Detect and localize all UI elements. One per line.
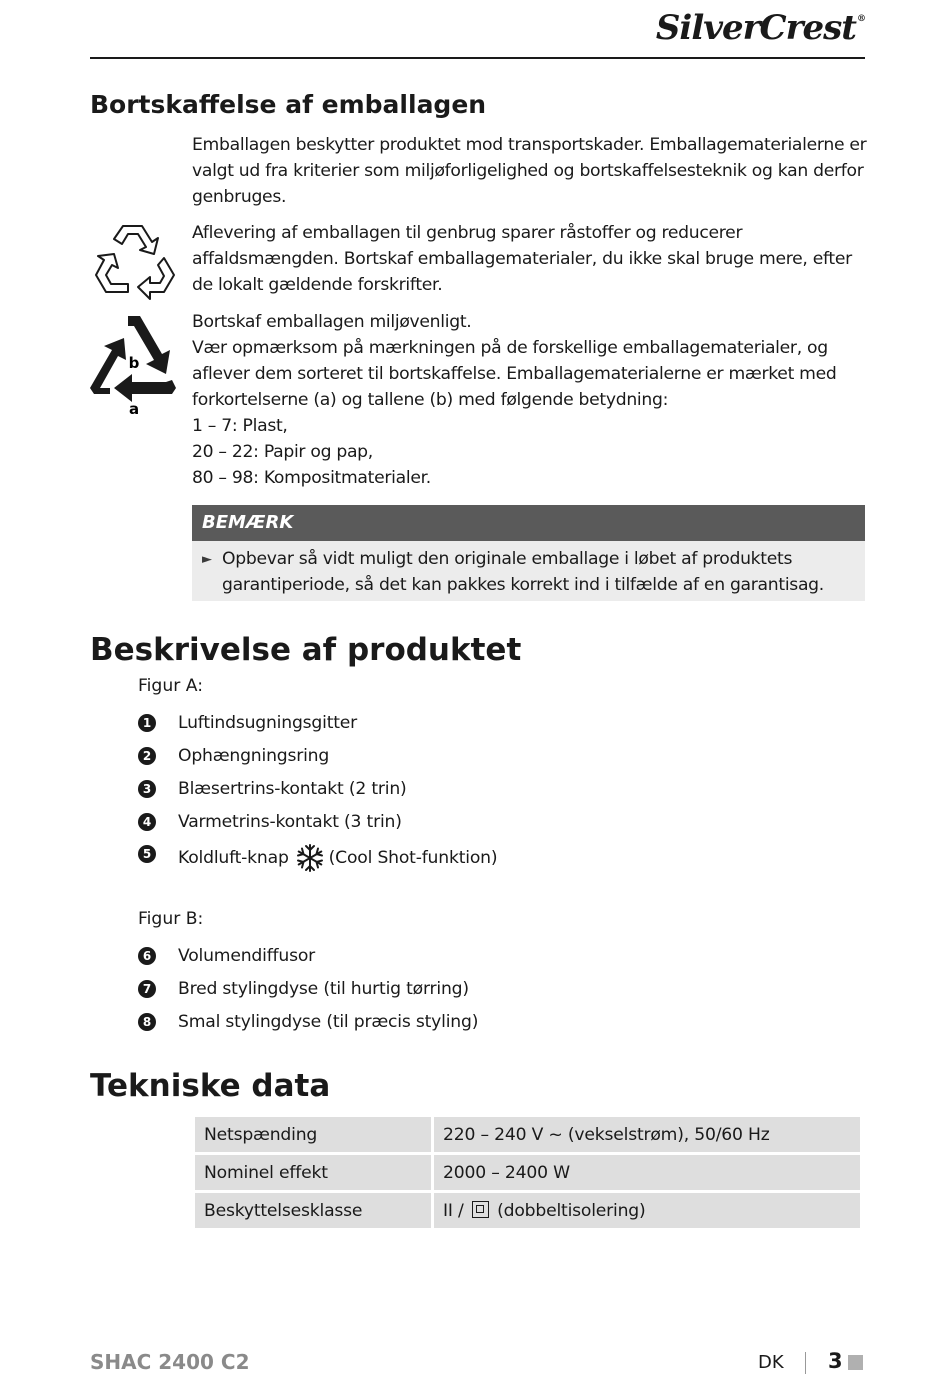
item-text: Volumendiffusor <box>178 946 316 966</box>
item-text: Smal stylingdyse (til præcis styling) <box>178 1012 479 1032</box>
recycle-arrows-icon <box>92 220 178 300</box>
note-heading: BEMÆRK <box>192 505 865 541</box>
packaging-paragraph-2: Aflevering af emballagen til genbrug sparer råstoffer og reducerer affaldsmængden. Bortskaf emballagematerialer, du ikke skal bruge mere, efter de lokalt gældende forskrifter. <box>192 223 852 295</box>
value-after: (dobbeltisolering) <box>497 1200 646 1221</box>
recycling-code-icon <box>88 312 180 420</box>
header-rule <box>90 57 865 59</box>
recycling-code-label-a: a <box>128 400 140 418</box>
value-before: II / <box>443 1200 464 1221</box>
footer-model: SHAC 2400 C2 <box>90 1350 250 1374</box>
page-number: 3 <box>828 1349 843 1373</box>
packaging-paragraph-3 <box>192 309 872 491</box>
number-badge: 6 <box>138 947 156 965</box>
table-cell-value: 2000 – 2400 W <box>434 1155 860 1190</box>
item-text: Luftindsugningsgitter <box>178 713 358 733</box>
figure-a-label: Figur A: <box>138 676 203 696</box>
packaging-line: Bortskaf emballagen miljøvenligt. <box>192 312 472 332</box>
number-badge: 3 <box>138 780 156 798</box>
number-badge: 2 <box>138 747 156 765</box>
table-cell-value: 220 – 240 V ~ (vekselstrøm), 50/60 Hz <box>434 1117 860 1152</box>
number-badge: 4 <box>138 813 156 831</box>
item-text-after: (Cool Shot-funktion) <box>328 848 498 868</box>
item-text: Blæsertrins-kontakt (2 trin) <box>178 779 407 799</box>
item-text: Bred stylingdyse (til hurtig tørring) <box>178 979 469 999</box>
double-insulation-icon <box>472 1201 489 1218</box>
note-box <box>192 505 865 601</box>
table-row <box>195 1117 860 1152</box>
table-cell-label: Nominel effekt <box>195 1155 431 1190</box>
table-cell-label: Netspænding <box>195 1117 431 1152</box>
table-cell-label: Beskyttelsesklasse <box>195 1193 431 1228</box>
technical-data-table <box>192 1114 863 1231</box>
packaging-line: 1 – 7: Plast, <box>192 416 288 436</box>
number-badge: 5 <box>138 845 156 863</box>
item-text: Varmetrins-kontakt (3 trin) <box>178 812 402 832</box>
packaging-paragraph-1: Emballagen beskytter produktet mod transportskader. Emballagematerialerne er valgt ud fra kriterier som miljøforligelighed og bortskaffelsesteknik og kan derfor genbruges. <box>192 135 867 207</box>
note-body <box>192 541 865 601</box>
brand-logo: SilverCrest® <box>655 8 865 48</box>
table-row <box>195 1193 860 1228</box>
number-badge: 7 <box>138 980 156 998</box>
item-text-before: Koldluft-knap <box>178 848 289 868</box>
number-badge: 1 <box>138 714 156 732</box>
section-title-product: Beskrivelse af produktet <box>90 632 522 668</box>
footer-square-marker <box>848 1355 863 1370</box>
item-text <box>178 843 497 873</box>
packaging-line: 20 – 22: Papir og pap, <box>192 442 373 462</box>
footer-separator <box>805 1352 806 1374</box>
footer-language: DK <box>758 1352 784 1373</box>
recycling-code-label-b: b <box>128 354 140 372</box>
item-text: Ophængningsring <box>178 746 330 766</box>
figure-b-label: Figur B: <box>138 909 204 929</box>
packaging-line: Vær opmærksom på mærkningen på de forskellige emballagematerialer, og aflever dem sorteret til bortskaffelse. Emballagematerialerne er mærket med forkortelserne (a) og tallene (b) med følgende betydning: <box>192 338 837 410</box>
bullet-arrow-icon: ► <box>202 552 212 567</box>
section-title-packaging: Bortskaffelse af emballagen <box>90 90 487 119</box>
table-row <box>195 1155 860 1190</box>
packaging-line: 80 – 98: Kompositmaterialer. <box>192 468 431 488</box>
snowflake-icon <box>295 843 325 873</box>
table-cell-value <box>434 1193 860 1228</box>
note-text: Opbevar så vidt muligt den originale emballage i løbet af produktets garantiperiode, så det kan pakkes korrekt ind i tilfælde af en garantisag. <box>222 549 824 595</box>
section-title-technical: Tekniske data <box>90 1068 331 1104</box>
number-badge: 8 <box>138 1013 156 1031</box>
